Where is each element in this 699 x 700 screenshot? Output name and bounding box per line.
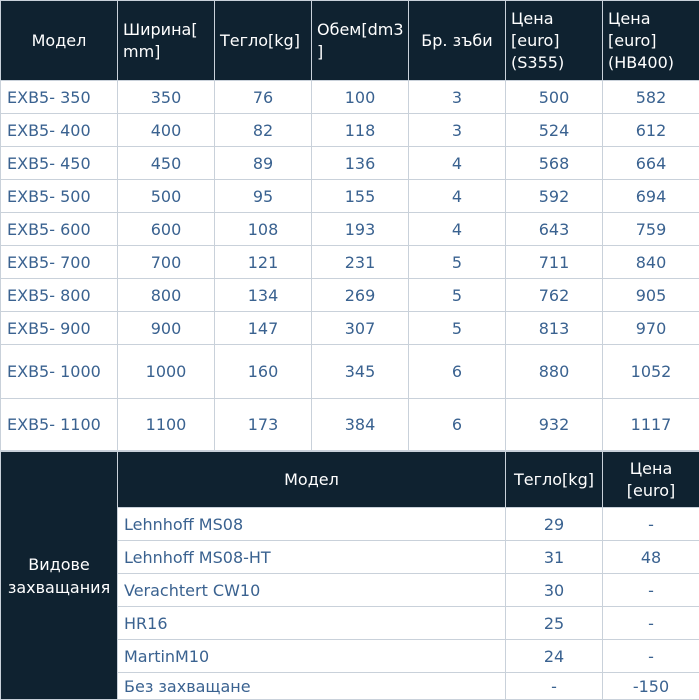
cell-volume: 345: [312, 345, 409, 399]
cell-width: 1100: [118, 399, 215, 451]
cell-volume: 193: [312, 213, 409, 246]
cell-price-s355: 592: [506, 180, 603, 213]
cell-price-s355: 643: [506, 213, 603, 246]
cell-width: 450: [118, 147, 215, 180]
coupling-price: -: [603, 640, 699, 673]
cell-teeth: 3: [409, 81, 506, 114]
cell-width: 350: [118, 81, 215, 114]
cell-teeth: 5: [409, 279, 506, 312]
cell-price-hb400: 759: [603, 213, 699, 246]
cell-teeth: 5: [409, 312, 506, 345]
table-row: [1, 312, 699, 345]
cell-model: EXB5- 800: [1, 279, 118, 312]
coupling-price: -: [603, 508, 699, 541]
cell-price-s355: 932: [506, 399, 603, 451]
table-row: [1, 81, 699, 114]
cell-model: EXB5- 700: [1, 246, 118, 279]
cell-volume: 100: [312, 81, 409, 114]
coupling-model: Без захващане: [118, 673, 506, 700]
cell-price-hb400: 582: [603, 81, 699, 114]
cell-price-s355: 880: [506, 345, 603, 399]
coupling-model: Lehnhoff MS08: [118, 508, 506, 541]
table-row: [1, 213, 699, 246]
coupling-weight: -: [506, 673, 603, 700]
cell-width: 1000: [118, 345, 215, 399]
table-row: [1, 279, 699, 312]
cell-price-hb400: 694: [603, 180, 699, 213]
cell-volume: 384: [312, 399, 409, 451]
cell-model: EXB5- 500: [1, 180, 118, 213]
cell-weight: 121: [215, 246, 312, 279]
cell-price-hb400: 970: [603, 312, 699, 345]
cell-teeth: 6: [409, 399, 506, 451]
table-row: [1, 345, 699, 399]
header-price-hb400: Цена [euro] (HB400): [603, 1, 699, 81]
cell-teeth: 6: [409, 345, 506, 399]
cell-volume: 136: [312, 147, 409, 180]
cell-width: 900: [118, 312, 215, 345]
cell-price-s355: 762: [506, 279, 603, 312]
coupling-model: Lehnhoff MS08-HT: [118, 541, 506, 574]
coupling-types-table: [0, 451, 699, 700]
table-row: [1, 399, 699, 451]
cell-price-hb400: 905: [603, 279, 699, 312]
cell-model: EXB5- 900: [1, 312, 118, 345]
coupling-model: MartinM10: [118, 640, 506, 673]
cell-price-s355: 568: [506, 147, 603, 180]
coupling-header-weight: Тегло[kg]: [506, 452, 603, 508]
cell-price-hb400: 664: [603, 147, 699, 180]
header-width: Ширина[ mm]: [118, 1, 215, 81]
coupling-price: 48: [603, 541, 699, 574]
cell-width: 800: [118, 279, 215, 312]
cell-weight: 160: [215, 345, 312, 399]
cell-weight: 147: [215, 312, 312, 345]
cell-weight: 76: [215, 81, 312, 114]
cell-teeth: 4: [409, 180, 506, 213]
cell-weight: 82: [215, 114, 312, 147]
cell-price-hb400: 612: [603, 114, 699, 147]
table-row: [1, 246, 699, 279]
coupling-model: Verachtert CW10: [118, 574, 506, 607]
coupling-price: -150: [603, 673, 699, 700]
cell-volume: 307: [312, 312, 409, 345]
table-row: [1, 147, 699, 180]
coupling-weight: 29: [506, 508, 603, 541]
cell-volume: 155: [312, 180, 409, 213]
cell-volume: 231: [312, 246, 409, 279]
cell-model: EXB5- 450: [1, 147, 118, 180]
header-weight: Тегло[kg]: [215, 1, 312, 81]
cell-price-s355: 500: [506, 81, 603, 114]
header-price-s355: Цена [euro] (S355): [506, 1, 603, 81]
table-header-row: [1, 1, 699, 81]
cell-model: EXB5- 1000: [1, 345, 118, 399]
cell-teeth: 4: [409, 213, 506, 246]
coupling-header-model: Модел: [118, 452, 506, 508]
cell-weight: 108: [215, 213, 312, 246]
cell-width: 400: [118, 114, 215, 147]
coupling-weight: 24: [506, 640, 603, 673]
coupling-types-label: Видове захващания: [1, 452, 118, 700]
coupling-model: HR16: [118, 607, 506, 640]
header-model: Модел: [1, 1, 118, 81]
cell-width: 700: [118, 246, 215, 279]
cell-price-s355: 524: [506, 114, 603, 147]
cell-teeth: 5: [409, 246, 506, 279]
cell-weight: 89: [215, 147, 312, 180]
cell-price-hb400: 840: [603, 246, 699, 279]
cell-width: 600: [118, 213, 215, 246]
header-volume: Обем[dm3 ]: [312, 1, 409, 81]
cell-model: EXB5- 350: [1, 81, 118, 114]
cell-volume: 118: [312, 114, 409, 147]
coupling-weight: 25: [506, 607, 603, 640]
cell-model: EXB5- 1100: [1, 399, 118, 451]
coupling-price: -: [603, 607, 699, 640]
cell-price-s355: 711: [506, 246, 603, 279]
cell-price-hb400: 1117: [603, 399, 699, 451]
cell-weight: 134: [215, 279, 312, 312]
cell-teeth: 3: [409, 114, 506, 147]
table-row: [1, 114, 699, 147]
cell-teeth: 4: [409, 147, 506, 180]
coupling-weight: 30: [506, 574, 603, 607]
cell-model: EXB5- 400: [1, 114, 118, 147]
table-row: [1, 180, 699, 213]
cell-model: EXB5- 600: [1, 213, 118, 246]
header-teeth-count: Бр. зъби: [409, 1, 506, 81]
cell-price-hb400: 1052: [603, 345, 699, 399]
cell-weight: 95: [215, 180, 312, 213]
cell-price-s355: 813: [506, 312, 603, 345]
cell-volume: 269: [312, 279, 409, 312]
coupling-price: -: [603, 574, 699, 607]
coupling-header-price: Цена [euro]: [603, 452, 699, 508]
coupling-weight: 31: [506, 541, 603, 574]
cell-width: 500: [118, 180, 215, 213]
cell-weight: 173: [215, 399, 312, 451]
